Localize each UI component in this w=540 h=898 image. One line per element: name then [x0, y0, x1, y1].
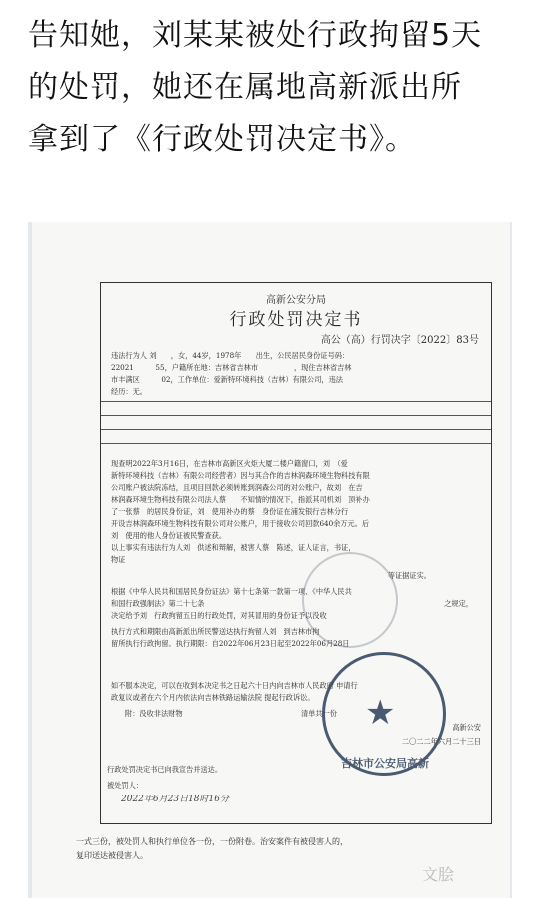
rule-line: [101, 401, 491, 402]
handwritten-date: 2022年6月23日18时16分: [121, 795, 229, 804]
document-number: 高公（高）行罚决字〔2022〕83号: [320, 335, 479, 346]
facts-line: 新特环境科技（吉林）有限公司经营者）因与其合作的吉林润森环境生物科技有限: [111, 471, 370, 480]
rule-line: [101, 429, 491, 430]
caption-line-2: 的处罚，她还在属地高新派出所: [28, 70, 462, 105]
watermark: 文脍: [422, 865, 455, 884]
facts-line: 现查明2022年3月16日，在吉林市高新区火炬大厦二楼户籍窗口，刘 （爱: [111, 459, 348, 468]
signee-label: 被处罚人：: [107, 781, 143, 790]
document-photo[interactable]: [28, 222, 512, 898]
star-icon: ★: [365, 693, 396, 733]
sign-date: 二〇二二年六月二十三日: [401, 737, 481, 746]
org-short: 高新公安: [452, 723, 481, 732]
party-info-line: 违法行为人 刘 ，女，44岁，1978年 出生，公民居民身份证号码：: [111, 351, 350, 360]
execution-line: 执行方式和期限由高新派出所民警送达执行拘留人刘 到吉林市拘: [111, 627, 320, 636]
faint-seal: [302, 552, 398, 648]
facts-line: 林润森环境生物科技有限公司法人蔡 不知情的情况下，指派其司机刘 顶补办: [111, 495, 370, 504]
execution-line: 留所执行行政拘留。执行期限：自2022年06月23日起至2022年06月28日: [111, 639, 350, 648]
document-paper: [32, 222, 510, 898]
evidence-end: 等证据证实。: [387, 571, 431, 580]
rule-line: [101, 415, 491, 416]
attachment-line: 附：没收非法财物: [125, 709, 183, 718]
facts-line: 开设吉林润森环境生物科技有限公司对公账户，用于接收公司回款640余万元。后: [111, 519, 370, 528]
remedy-line: 政复议或者在六个月内依法向吉林铁路运输法院 提起行政诉讼。: [111, 693, 315, 702]
issuing-office: 高新公安分局: [266, 295, 326, 306]
legal-basis-line: 根据《中华人民共和国居民身份证法》第十七条第一款第一项、《中华人民共: [111, 587, 352, 596]
rule-line: [101, 443, 491, 444]
facts-line: 刘 使用的他人身份证被民警查获。: [111, 531, 227, 540]
legal-basis-end: 之规定，: [444, 599, 473, 608]
party-info-line: 市丰满区 02，工作单位：爱新特环境科技（吉林）有限公司，违法: [111, 375, 343, 384]
list-count: 清单共一份: [301, 709, 337, 718]
party-info-line: 经历：无。: [111, 387, 147, 396]
footer-note: 复印送达被侵害人。: [76, 851, 148, 860]
served-statement: 行政处罚决定书已向我宣告并送达。: [107, 765, 223, 774]
seal-text: 吉林市公安局高新: [341, 757, 429, 770]
facts-line: 了一张蔡 的居民身份证，刘 使用补办的蔡 身份证在浦发银行吉林分行: [111, 507, 349, 516]
remedy-line: 如不服本决定，可以在收到本决定书之日起六十日内向吉林市人民政府 申请行: [111, 681, 358, 690]
document-title: 行政处罚决定书: [229, 310, 363, 330]
decision-line: 决定给予刘 行政拘留五日的行政处罚，对其冒用的身份证予以没收: [111, 611, 327, 620]
caption-line-3: 拿到了《行政处罚决定书》。: [28, 122, 416, 157]
footer-note: 一式三份，被处罚人和执行单位各一份，一份附卷。治安案件有被侵害人的，: [76, 837, 348, 846]
facts-line: 以上事实有违法行为人刘 供述和辩解，被害人蔡 陈述，证人证言，书证，: [111, 543, 356, 552]
legal-basis-line: 和国行政强制法》第二十七条: [111, 599, 205, 608]
facts-line: 公司账户被法院冻结，且项目回款必须转账到润森公司的对公账户，故刘 在吉: [111, 483, 363, 492]
official-seal: [322, 652, 446, 776]
caption-line-1: 告知她，刘某某被处行政拘留5天: [28, 18, 483, 53]
post-caption: [28, 10, 518, 166]
facts-line: 物证: [111, 555, 126, 564]
party-info-line: 22021 55，户籍所在地：吉林省吉林市 ，现住吉林省吉林: [111, 363, 352, 372]
